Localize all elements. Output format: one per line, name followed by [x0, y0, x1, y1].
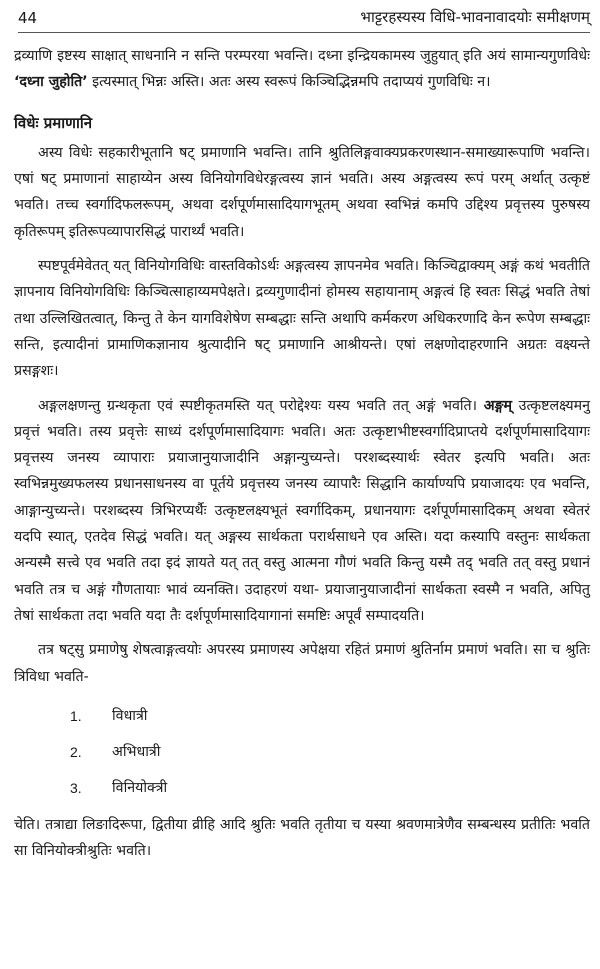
list-text: विधात्री: [112, 707, 148, 724]
list-text: अभिधात्री: [112, 743, 161, 760]
page-body: [14, 43, 590, 864]
paragraph-anga-definition: [14, 393, 590, 630]
list-item: [70, 770, 590, 806]
paragraph-shruti: तत्र षट्सु प्रमाणेषु शेषत्वाङ्गत्वयोः अपरस्य प्रमाणस्य अपेक्षया रहितं प्रमाणं श्रुतिर्नाम प्रमाणं भवति। सा च श्रुतिः त्रिविधा भवति-: [14, 642, 590, 685]
page-number: 44: [18, 9, 38, 27]
list-item: [70, 698, 590, 734]
intro-paragraph: [14, 43, 590, 96]
list-number: 1.: [70, 707, 82, 724]
list-item: [70, 734, 590, 770]
running-title: भाट्टरहस्यस्य विधि-भावनावादयोः समीक्षणम्: [360, 8, 590, 26]
anga-line-one: अङ्गलक्षणन्तु ग्रन्थकृता एवं स्पष्टीकृतमस्ति यत् परोद्देश्यः यस्य भवति तत् अङ्गं भवति।: [38, 397, 478, 414]
shruti-types-list: [70, 698, 590, 806]
anga-rest: उत्कृष्टलक्ष्यमनु प्रवृत्तं भवति। तस्य प्रवृत्तेः साध्यं दर्शपूर्णमासादियागः भवति। अतः उत्कृष्टाभीष्टस्वर्गादिप्राप्तये दर्शपूर्णमासादियागः प्रवृत्तस्य जनस्य व्यापाराः प्रयाजानुयाजादीनि अङ्गान्युच्यन्ते। परशब्दस्यार्थः स्वेतर इत्यपि भवति। अतः स्वभिन्नमुख्यफलस्य प्रधानसाधनस्य वा पूर्तये प्रवृत्तस्य जनस्य व्यापारैः सिद्धानि कार्याण्यपि प्रयाजादयः एव भवन्ति, आङ्गान्युच्यन्ते। परशब्दस्य त्रिभिरप्यर्थैः उत्कृष्टलक्ष्यभूतं स्वर्गादिकम्, प्रधानयागः दर्शपूर्णमासादिकम् अथवा स्वेतरं यदपि स्यात्, एतदेव सिद्धं भवति। यत् अङ्गस्य सार्थकता परार्थसाधने एव अस्ति। यदा कस्यापि वस्तुनः सार्थकता अन्यस्मै सत्त्वे एव भवति तदा इदं ज्ञायते यत् तत् वस्तु आत्मना गौणं भवति किन्तु यस्मै तद् भवति तत् वस्तु प्रधानं भवति तत्र च अङ्गं गौणतायाः भावं व्यनक्ति। उदाहरणं यथा- प्रयाजानुयाजादीनां सार्थकता स्वस्मै न भवति, अपितु तेषां सार्थकता तदा भवति यदा तैः दर्शपूर्णमासादियागानां समष्टिः अपूर्वं सम्पादयति।: [14, 397, 590, 624]
paragraph-pramanas: अस्य विधेः सहकारीभूतानि षट् प्रमाणानि भवन्ति। तानि श्रुतिलिङ्गवाक्यप्रकरणस्थान-समाख्यारूपाणि भवन्ति। एषां षट् प्रमाणानां साहाय्येन अस्य विनियोगविधेरङ्गत्वस्य ज्ञानं भवति। अस्य अङ्गत्वस्य रूपं परम् अर्थात् उत्कृष्टं भवति। तच्च स्वर्गादिफलरूपम्, अथवा दर्शपूर्णमासादियागभूतम् अथवा स्वभिन्नं कमपि उद्दिश्य प्रवृत्तस्य पुरुषस्य कृतिरूपम् इतिरूपव्यापारसिद्धं पारार्थ्यं भवति।: [14, 144, 590, 240]
paragraph-viniyoga: स्पष्टपूर्वमेवेतत् यत् विनियोगविधिः वास्तविकोऽर्थः अङ्गत्वस्य ज्ञापनमेव भवति। किञ्चिद्वाक्यम् अङ्गं कथं भवतीति ज्ञापनाय विनियोगविधिः किञ्चित्साहाय्यमपेक्षते। द्रव्यगुणादीनां होमस्य सहायानाम् अङ्गत्वं हि स्वतः सिद्धं भवति तेषां तथा उल्लिखितत्वात्, किन्तु ते केन यागविशेषेण सम्बद्धाः सन्ति अथापि कर्मकरण अधिकरणादि केन रूपेण सम्बद्धाः सन्ति, इत्यादीनां प्रामाणिकज्ञानाय श्रुत्यादीनि षट् प्रमाणानि आश्रीयन्ते। एषां लक्षणोदाहरणानि अग्रतः वक्ष्यन्ते प्रसङ्गशः।: [14, 258, 590, 380]
list-number: 2.: [70, 743, 82, 760]
intro-text-before: द्रव्याणि इष्टस्य साक्षात् साधनानि न सन्ति परम्परया भवन्ति। दध्ना इन्द्रियकामस्य जुहुयात् इति अयं सामान्यगुणविधेः: [14, 48, 590, 64]
section-heading: विधेः प्रमाणानि: [14, 113, 93, 132]
list-text: विनियोक्त्री: [112, 779, 168, 796]
list-number: 3.: [70, 779, 82, 796]
page-header: [18, 6, 590, 33]
intro-quote: ‘दध्ना जुहोति’: [14, 74, 88, 91]
anga-term: अङ्गम्: [483, 397, 512, 414]
intro-text-after: इत्यस्मात् भिन्नः अस्ति। अतः अस्य स्वरूपं किञ्चिद्भिन्नमपि तदाप्ययं गुणविधिः न।: [87, 74, 491, 91]
paragraph-conclusion: चेति। तत्राद्या लिङादिरूपा, द्वितीया व्रीहि आदि श्रुतिः भवति तृतीया च यस्या श्रवणमात्रेणैव सम्बन्धस्य प्रतीतिः भवति सा विनियोक्त्रीश्रुतिः भवति।: [14, 816, 590, 860]
